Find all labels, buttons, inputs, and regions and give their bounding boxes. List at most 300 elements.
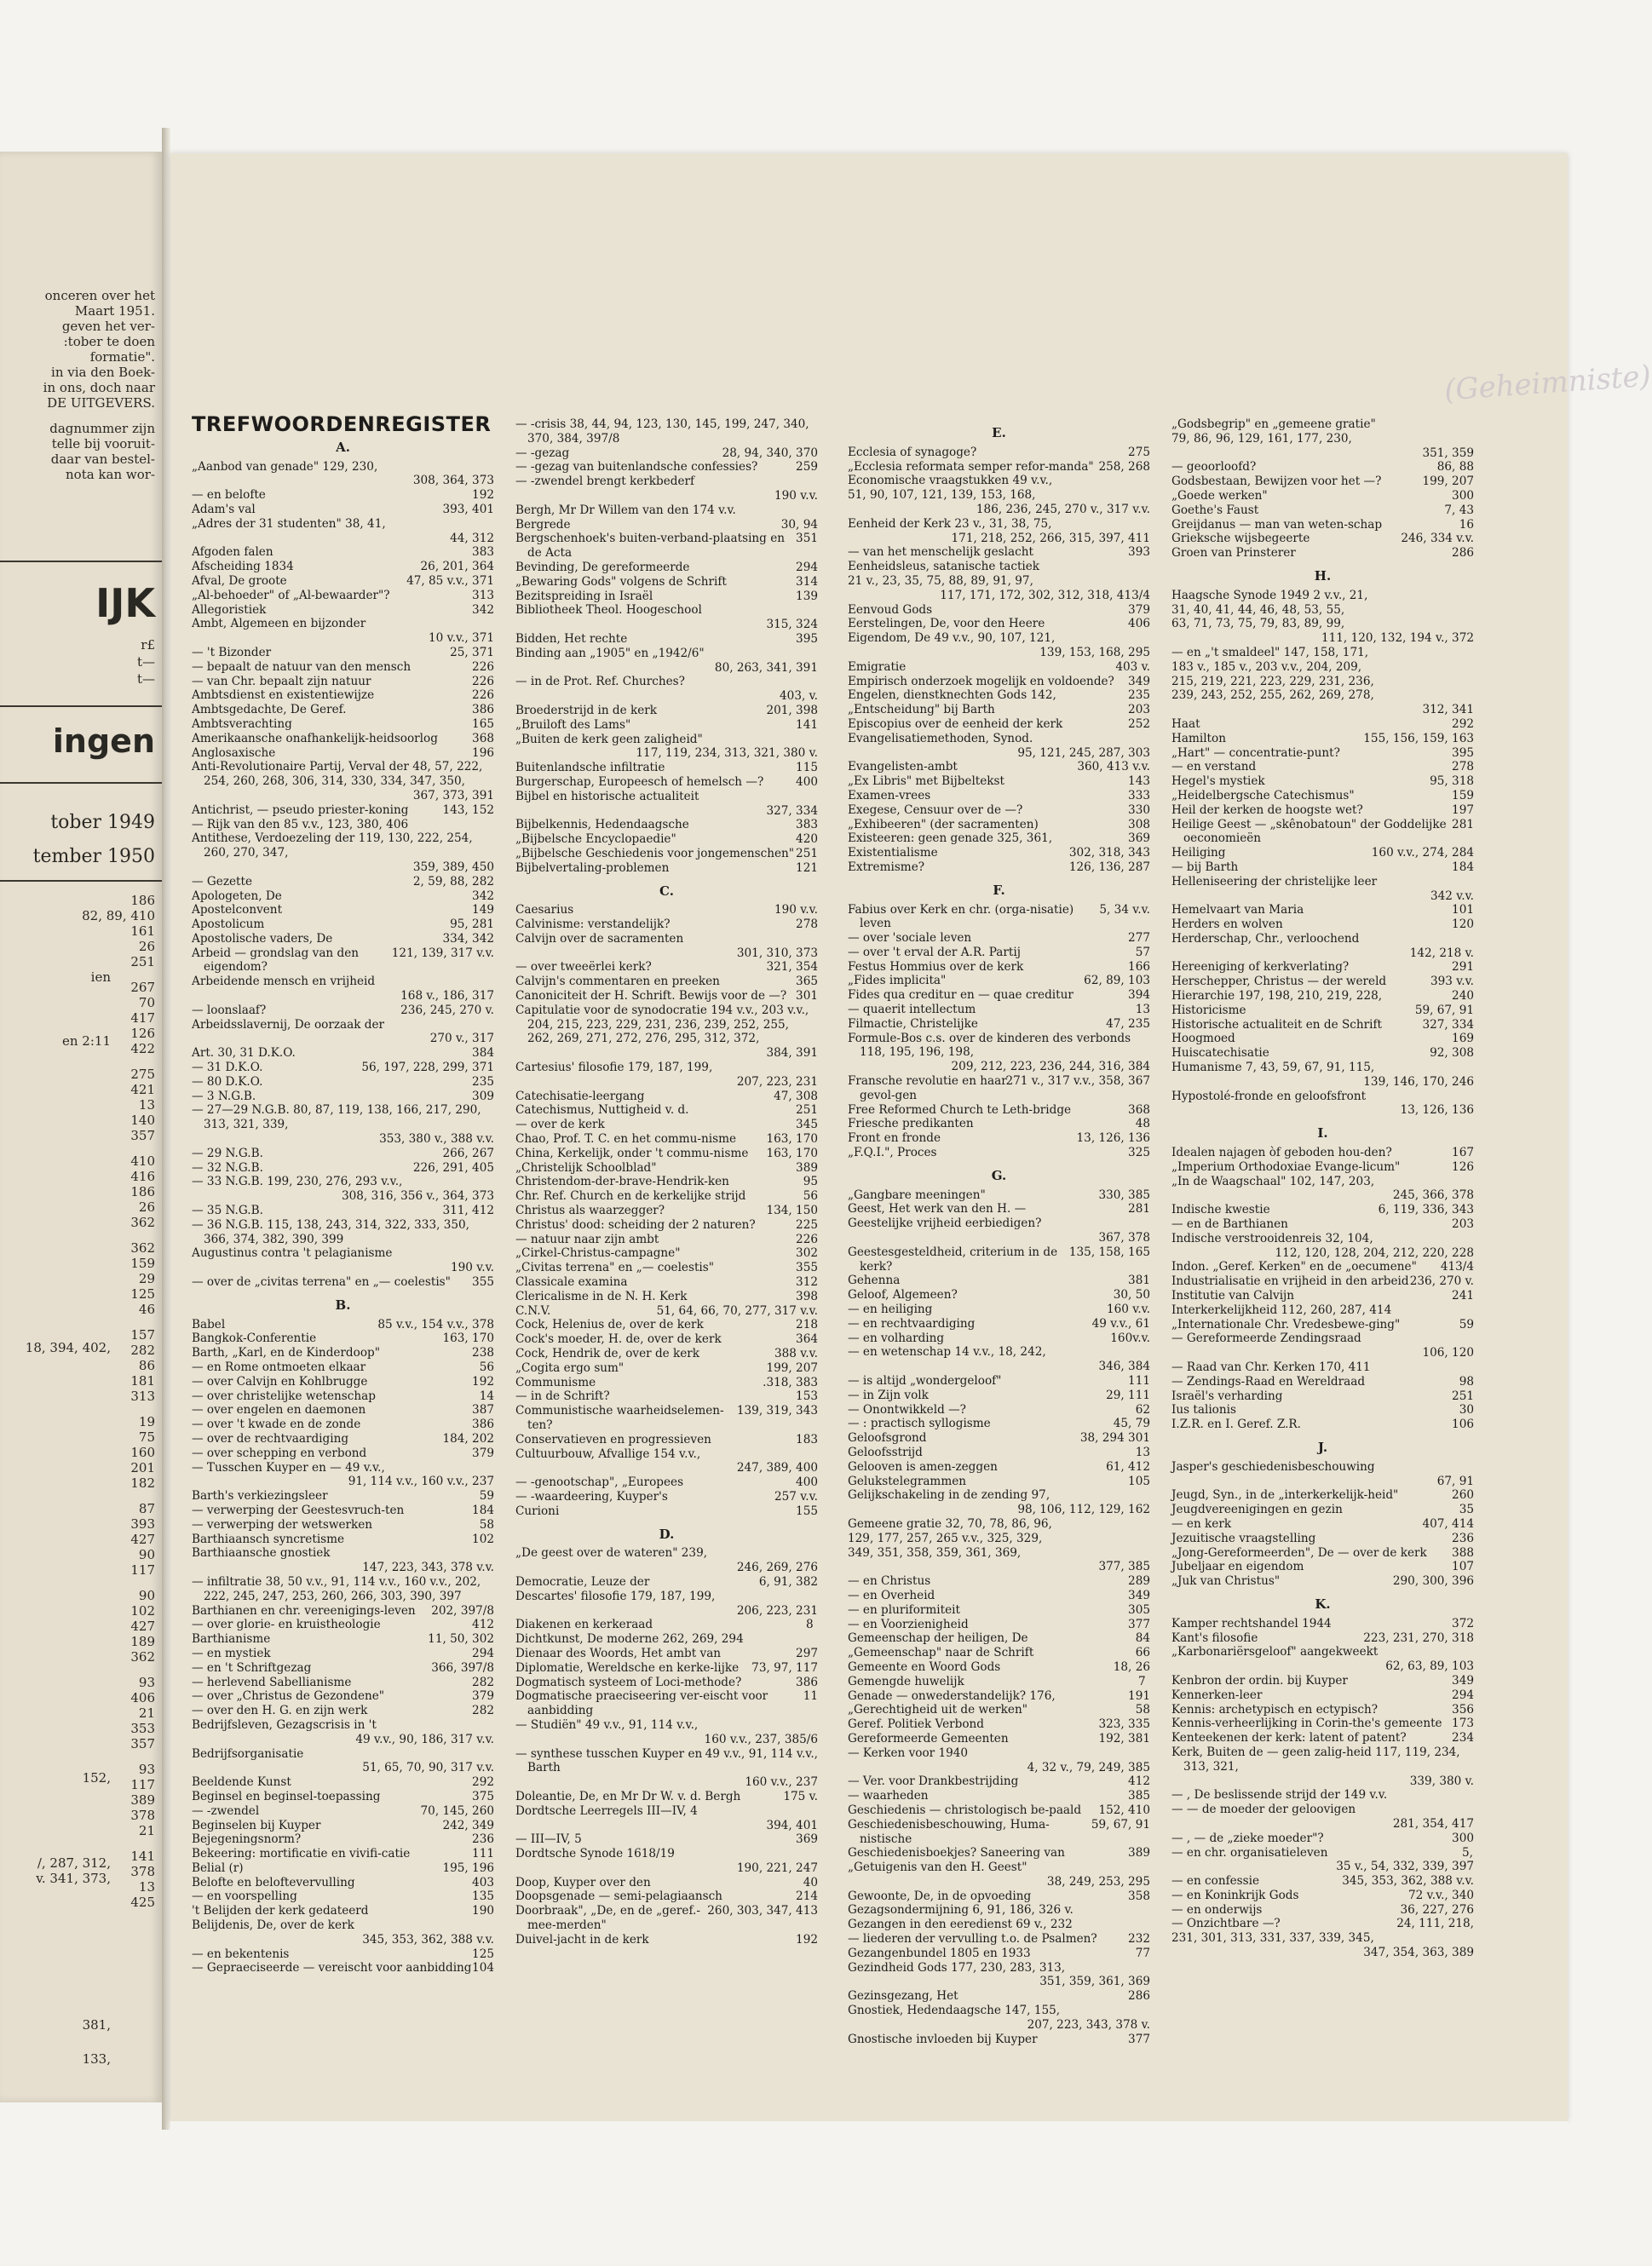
page-refs: 66 [1135, 1646, 1150, 1660]
entry-term: 186, 236, 245, 270 v., 317 v.v. [976, 502, 1150, 516]
index-entry [848, 1003, 1150, 1017]
page-refs: 121, 139, 317 v.v. [391, 946, 494, 960]
page-refs: 232 [1128, 1932, 1150, 1947]
index-entry [1171, 1346, 1474, 1360]
index-entry [848, 760, 1150, 774]
index-entry [1171, 1688, 1474, 1703]
entry-term: Antithese, Verdoezeling der 119, 130, 222, 254, 260, 270, 347, [192, 831, 473, 860]
entry-term: 63, 71, 73, 75, 79, 83, 89, 99, [1171, 617, 1345, 631]
entry-term: 62, 63, 89, 103 [1385, 1659, 1474, 1674]
index-entry [515, 917, 818, 932]
index-entry [848, 1274, 1150, 1288]
page-refs: 101 [1452, 903, 1474, 917]
index-entry [192, 1032, 494, 1046]
fragment-text: 353 [130, 1721, 155, 1736]
index-entry [1171, 1146, 1474, 1160]
entry-term: 49 v.v., 90, 186, 317 v.v. [355, 1732, 494, 1746]
fragment-text: onceren over het [44, 288, 155, 303]
index-entry [1171, 1546, 1474, 1561]
index-entry [848, 1417, 1150, 1431]
page-refs: 13 [1135, 1003, 1150, 1017]
entry-term: Arbeid — grondslag van den eigendom? [192, 946, 360, 975]
page-refs: 305 [1128, 1602, 1150, 1617]
page-refs: 330, 385 [1098, 1188, 1150, 1202]
page-refs: 121 [796, 860, 818, 875]
index-entry [1171, 703, 1474, 717]
entry-term: 117, 119, 234, 313, 321, 380 v. [636, 746, 818, 761]
entry-term: Kerk, Buiten de — geen zalig-heid 117, 119, 234, 313, 321, [1171, 1745, 1460, 1774]
page-refs: 98 [1459, 1374, 1474, 1389]
index-entry [515, 775, 818, 790]
entry-term: Jubeljaar en eigendom [1171, 1560, 1304, 1574]
entry-term: Geschiedenisbeschouwing, Huma-nistische [848, 1817, 1050, 1846]
index-entry [1171, 917, 1474, 932]
index-entry [515, 1718, 818, 1733]
index-entry [192, 1632, 494, 1647]
entry-term: Cock, Hendrik de, over de kerk [515, 1347, 700, 1360]
index-entry [1171, 1260, 1474, 1274]
page-refs: 387 [472, 1403, 494, 1418]
entry-term: 359, 389, 450 [412, 860, 494, 874]
index-entry [192, 560, 494, 574]
page-refs: 111 [472, 1847, 494, 1861]
entry-term: — en confessie [1171, 1874, 1260, 1889]
entry-term: Bijbelkennis, Hedendaagsche [515, 818, 689, 832]
page-refs: 236 [472, 1832, 494, 1847]
index-entry [192, 646, 494, 660]
index-entry [192, 903, 494, 917]
fragment-text: 251 [130, 954, 155, 969]
fragment-text: 181 [130, 1373, 155, 1389]
fragment-text: 381, [82, 2017, 111, 2033]
index-entry [515, 590, 818, 604]
entry-term: 91, 114 v.v., 160 v.v., 237 [348, 1475, 494, 1489]
index-entry [848, 1947, 1150, 1961]
page-refs: 13 [1135, 1445, 1150, 1459]
entry-term: Bedrijfsorganisatie [192, 1746, 304, 1761]
index-entry [515, 1747, 818, 1776]
index-entry [515, 1632, 818, 1647]
page-refs: 18, 26 [1113, 1659, 1150, 1674]
page-refs: 377 [1128, 1617, 1150, 1631]
index-entry [192, 631, 494, 646]
index-entry [848, 603, 1150, 618]
index-entry [848, 1303, 1150, 1317]
fragment-text: geven het ver- [61, 319, 155, 334]
page-refs: 360, 413 v.v. [1077, 760, 1150, 774]
fragment-text: 29 [138, 1271, 155, 1286]
section-letter: C. [659, 883, 674, 899]
index-entry [192, 703, 494, 717]
index-entry [1171, 660, 1474, 675]
fragment-heading: IJK [95, 580, 155, 626]
fragment-text: 70 [138, 995, 155, 1010]
entry-term: Geloofsstrijd [848, 1445, 923, 1459]
index-entry [192, 860, 494, 875]
page-refs: 184, 202 [442, 1431, 494, 1446]
index-entry [848, 660, 1150, 675]
entry-term: Classicale examina [515, 1275, 628, 1290]
index-entry [515, 1118, 818, 1132]
page-refs: 47, 85 v.v., 371 [406, 573, 494, 588]
entry-term: 351, 359 [1422, 446, 1474, 460]
entry-term: Geestesgesteldheid, criterium in de kerk? [848, 1245, 1058, 1274]
entry-term: Conservatieven en progressieven [515, 1432, 711, 1446]
page-refs: 403 v. [1115, 659, 1150, 674]
page-refs: 386 [472, 1418, 494, 1432]
index-entry [848, 675, 1150, 689]
entry-term: Haat [1171, 716, 1200, 731]
entry-term: — over de „civitas terrena" en „— coelestis" [192, 1275, 451, 1290]
page-refs: 251 [1452, 1389, 1474, 1403]
page-refs: 214 [796, 1889, 818, 1904]
entry-term: — en belofte [192, 488, 266, 503]
page-refs: 292 [1452, 716, 1474, 731]
page-refs: 184 [1452, 860, 1474, 874]
entry-term: — en rechtvaardiging [848, 1316, 976, 1331]
index-entry [192, 1061, 494, 1075]
entry-term: Jeugdvereenigingen en gezin [1171, 1503, 1343, 1517]
index-entry [848, 617, 1150, 631]
entry-term: „Fides implicita" [848, 974, 947, 988]
page-refs: 30 [1459, 1403, 1474, 1418]
entry-term: Kennis: archetypisch en ectypisch? [1171, 1702, 1379, 1717]
entry-term: 207, 223, 343, 378 v. [1027, 2017, 1150, 2032]
page-refs: 59 [479, 1489, 494, 1504]
page-refs: 286 [1128, 1989, 1150, 2004]
entry-term: Barthianisme [192, 1632, 271, 1647]
page-refs: 301 [796, 989, 818, 1004]
index-entry [1171, 688, 1474, 703]
entry-term: Anti-Revolutionaire Partij, Verval der 48, 57, 222, 254, 260, 268, 306, 314, 330, 334, 347, 350, [192, 760, 483, 789]
page-refs: 251 [796, 846, 818, 860]
entry-term: — en heiliging [848, 1303, 933, 1317]
index-entry [848, 1703, 1150, 1717]
page-refs: 223, 231, 270, 318 [1363, 1630, 1474, 1645]
entry-term: 377, 385 [1098, 1560, 1150, 1574]
entry-term: Amerikaansche onafhankelijk-heidsoorlog [192, 731, 438, 745]
column-entries [192, 440, 494, 1976]
index-entry [848, 860, 1150, 875]
page-refs: .318, 383 [763, 1375, 818, 1389]
entry-term: Belofte en beloftevervulling [192, 1875, 355, 1889]
entry-term: „Bijbelsche Encyclopaedie" [515, 832, 676, 847]
page-refs: 386 [472, 703, 494, 717]
page-refs: 400 [796, 774, 818, 789]
entry-term: 129, 177, 257, 265 v.v., 325, 329, [848, 1531, 1043, 1545]
fragment-text: nota kan wor- [66, 467, 155, 482]
index-entry [192, 1847, 494, 1861]
entry-term: — herlevend Sabellianisme [192, 1675, 352, 1689]
index-entry [515, 1647, 818, 1661]
entry-term: — -gezag van buitenlandsche confessies? [515, 460, 758, 474]
index-entry [848, 646, 1150, 660]
page-refs: 135, 158, 165 [1068, 1245, 1150, 1259]
entry-term: 384, 391 [766, 1046, 818, 1061]
page-refs: 383 [796, 818, 818, 832]
fragment-text: 427 [130, 1532, 155, 1547]
page-refs: 163, 170 [766, 1132, 818, 1147]
section-letter: I. [1317, 1125, 1328, 1142]
page-refs: 26, 201, 364 [420, 560, 494, 574]
fragment-text: en 2:11 [62, 1033, 111, 1049]
index-entry [515, 704, 818, 718]
index-entry [515, 1590, 818, 1604]
page-refs: 290, 300, 396 [1392, 1574, 1474, 1589]
index-entry [515, 733, 818, 747]
section-letter: J. [1317, 1439, 1328, 1455]
entry-term: — in de Schrift? [515, 1389, 610, 1404]
entry-term: Groen van Prinsterer [1171, 546, 1296, 561]
index-entry [1171, 989, 1474, 1004]
entry-term: Geloof, Algemeen? [848, 1288, 958, 1303]
entry-term: — Gepraeciseerde — vereischt voor aanbidding [192, 1961, 472, 1976]
index-entry [192, 1218, 494, 1247]
index-entry [1171, 1832, 1474, 1846]
page-refs: 297 [796, 1646, 818, 1660]
index-entry [848, 1646, 1150, 1660]
index-entry [192, 1360, 494, 1375]
fragment-text: 159 [130, 1256, 155, 1271]
entry-term: Dichtkunst, De moderne 262, 269, 294 [515, 1632, 744, 1647]
entry-term: Extremisme? [848, 860, 925, 874]
index-entry [515, 1103, 818, 1118]
entry-term: Curioni [515, 1504, 560, 1518]
fragment-text: 125 [130, 1286, 155, 1302]
entry-term: „Entscheidung" bij Barth [848, 703, 995, 717]
page-refs: 403 [472, 1875, 494, 1889]
entry-term: „De geest over de wateren" 239, [515, 1546, 708, 1561]
page-refs: 355 [796, 1261, 818, 1275]
page-refs: 51, 64, 66, 70, 277, 317 v.v. [656, 1303, 818, 1318]
page-refs: 92, 308 [1430, 1046, 1474, 1061]
entry-term: Beginsel en beginsel-toepassing [192, 1789, 381, 1803]
entry-term: — over Calvijn en Kohlbrugge [192, 1374, 368, 1389]
index-entry [1171, 1318, 1474, 1332]
entry-term: Huiscatechisatie [1171, 1046, 1269, 1061]
index-entry [848, 988, 1150, 1003]
page-refs: 364 [796, 1332, 818, 1347]
page-refs: 6, 91, 382 [758, 1574, 818, 1589]
entry-term: 67, 91 [1436, 1474, 1474, 1488]
page-refs: 159 [1452, 788, 1474, 802]
section-letter: G. [991, 1167, 1007, 1183]
page-refs: 167 [1452, 1146, 1474, 1160]
index-entry [1171, 846, 1474, 860]
index-entry [515, 946, 818, 961]
fragment-text: 410 [130, 1153, 155, 1169]
page-refs: 226 [472, 659, 494, 674]
index-entry [1171, 1532, 1474, 1546]
page-refs: 149 [472, 903, 494, 917]
index-entry [192, 1132, 494, 1147]
index-entry [192, 1318, 494, 1332]
index-entry [848, 1317, 1150, 1331]
index-entry [1171, 1217, 1474, 1232]
index-entry [192, 574, 494, 589]
entry-term: — over 'sociale leven [848, 931, 972, 946]
index-entry [192, 803, 494, 818]
entry-term: „Juk van Christus" [1171, 1574, 1281, 1589]
page-refs: 24, 111, 218, [1396, 1917, 1474, 1931]
entry-term: 168 v., 186, 317 [400, 989, 494, 1004]
index-entry [1171, 1331, 1474, 1346]
fragment-date: tember 1950 [32, 846, 155, 867]
entry-term: — van het menschelijk geslacht [848, 545, 1033, 560]
entry-term: Ambtsdienst en existentiewijze [192, 688, 375, 703]
page-refs: 8 [806, 1618, 814, 1632]
page-refs: 395 [796, 631, 818, 646]
entry-term: — over 't kwade en de zonde [192, 1418, 361, 1432]
page-refs: 323, 335 [1098, 1717, 1150, 1732]
index-entry [192, 1504, 494, 1518]
index-entry [1171, 1075, 1474, 1090]
page-refs: 85 v.v., 154 v.v., 378 [377, 1317, 494, 1331]
entry-term: Hamilton [1171, 731, 1226, 745]
index-entry [192, 1804, 494, 1819]
page-refs: 13, 126, 136 [1076, 1131, 1150, 1146]
fragment-text: 19 [138, 1414, 155, 1429]
index-entry [1171, 789, 1474, 803]
page-refs: 385 [1128, 1789, 1150, 1803]
page-title: TREFWOORDENREGISTER [192, 412, 492, 436]
entry-term: Allegoristiek [192, 602, 267, 617]
page-refs: 236 [1452, 1531, 1474, 1545]
page-refs: 393 [1128, 545, 1150, 560]
entry-term: Gemengde huwelijk [848, 1674, 964, 1688]
index-entry [1171, 1817, 1474, 1832]
index-entry [848, 1032, 1150, 1061]
index-entry [515, 1832, 818, 1847]
index-entry [1171, 546, 1474, 561]
entry-term: Eenvoud Gods [848, 602, 933, 617]
index-entry [515, 761, 818, 775]
index-entry [515, 1290, 818, 1304]
page-refs: 355 [472, 1275, 494, 1290]
left-page-fragment [0, 152, 162, 2102]
entry-term: Christus als waarzegger? [515, 1204, 665, 1218]
index-entry [192, 1876, 494, 1890]
section-letter: K. [1315, 1596, 1331, 1612]
entry-term: Indische kwestie [1171, 1203, 1270, 1217]
entry-term: — en mystiek [192, 1646, 271, 1660]
index-entry [1171, 1774, 1474, 1789]
index-entry [515, 903, 818, 917]
entry-term: Cock's moeder, H. de, over de kerk [515, 1332, 722, 1347]
page-refs: 388 v.v. [774, 1347, 818, 1360]
entry-term: „Cogita ergo sum" [515, 1360, 625, 1375]
index-entry [848, 1589, 1150, 1603]
entry-term: Belijdenis, De, over de kerk [192, 1918, 354, 1933]
page-refs: 106 [1452, 1418, 1474, 1432]
index-entry [192, 1676, 494, 1690]
entry-term: — van Chr. bepaalt zijn natuur [192, 674, 371, 688]
fragment-text: 75 [138, 1429, 155, 1445]
entry-term: Gelijkschakeling in de zending 97, [848, 1488, 1050, 1503]
entry-term: 315, 324 [766, 618, 818, 632]
entry-term: Geschiedenis — christologisch be-paald [848, 1803, 1082, 1817]
index-entry [1171, 1917, 1474, 1931]
page-refs: 155 [796, 1504, 818, 1518]
entry-term: 44, 312 [450, 531, 494, 545]
entry-term: — en verstand [1171, 760, 1257, 774]
index-entry [192, 789, 494, 803]
entry-term: Gewoonte, De, in de opvoeding [848, 1889, 1032, 1903]
page-refs: 236, 270 v. [1409, 1274, 1474, 1289]
page-refs: 266, 267 [442, 1146, 494, 1160]
index-entry [515, 1132, 818, 1147]
index-entry [515, 1889, 818, 1904]
page-refs: 251 [796, 1103, 818, 1118]
index-entry [1171, 1103, 1474, 1118]
entry-term: Canoniciteit der H. Schrift. Bewijs voor de —? [515, 989, 787, 1004]
page-refs: 107 [1452, 1560, 1474, 1574]
index-entry [848, 1117, 1150, 1131]
index-entry [848, 1503, 1150, 1517]
entry-term: Apostolische vaders, De [192, 931, 333, 946]
entry-term: „Aanbod van genade" 129, 230, [192, 459, 378, 474]
page-refs: 381 [1128, 1274, 1150, 1288]
index-entry [848, 931, 1150, 946]
entry-term: Indische verstrooidenreis 32, 104, [1171, 1231, 1373, 1245]
index-entry [192, 617, 494, 631]
index-entry [192, 1389, 494, 1404]
index-entry [848, 1803, 1150, 1818]
entry-term: — waarheden [848, 1789, 929, 1803]
index-entry [848, 1861, 1150, 1875]
entry-term: Economische vraagstukken 49 v.v., [848, 474, 1053, 488]
book-gutter [162, 128, 170, 2130]
index-entry [192, 1403, 494, 1418]
entry-term: Interkerkelijkheid 112, 260, 287, 414 [1171, 1303, 1392, 1317]
index-entry [192, 532, 494, 546]
entry-term: Formule-Bos c.s. over de kinderen des verbonds 118, 195, 196, 198, [848, 1031, 1131, 1060]
fragment-text: 362 [130, 1215, 155, 1230]
page-refs: 240 [1452, 989, 1474, 1004]
fragment-text: 406 [130, 1690, 155, 1705]
index-entry [848, 1475, 1150, 1489]
fragment-text: 160 [130, 1445, 155, 1460]
entry-term: — in de Prot. Ref. Churches? [515, 675, 685, 689]
entry-term: 207, 223, 231 [736, 1074, 818, 1089]
page-refs: 395 [1452, 745, 1474, 760]
index-entry [1171, 1488, 1474, 1503]
page-refs: 49 v.v., 61 [1091, 1316, 1150, 1331]
fragment-text: formatie". [89, 349, 155, 365]
entry-term: — over 't erval der A.R. Partij [848, 945, 1021, 959]
fragment-text: 26 [138, 939, 155, 954]
index-entry [848, 560, 1150, 574]
entry-term: 231, 301, 313, 331, 337, 339, 345, [1171, 1931, 1374, 1946]
entry-term: — bij Barth [1171, 860, 1239, 874]
entry-term: Kamper rechtshandel 1944 [1171, 1616, 1332, 1630]
index-entry [1171, 1717, 1474, 1731]
index-entry [1171, 1175, 1474, 1189]
entry-term: Bangkok-Conferentie [192, 1331, 317, 1346]
entry-term: — 31 D.K.O. [192, 1061, 263, 1075]
page-refs: 351 [796, 532, 818, 546]
entry-term: — 33 N.G.B. 199, 230, 276, 293 v.v., [192, 1175, 403, 1189]
entry-term: „Buiten de kerk geen zaligheid" [515, 732, 703, 746]
entry-term: Kenteekenen der kerk: latent of patent? [1171, 1731, 1407, 1746]
index-entry [192, 1018, 494, 1032]
index-entry [1171, 589, 1474, 603]
page-refs: 389 [796, 1160, 818, 1175]
index-entry [192, 1518, 494, 1533]
index-entry [848, 1446, 1150, 1460]
index-entry [1171, 1703, 1474, 1717]
page-refs: 29, 111 [1106, 1388, 1150, 1402]
